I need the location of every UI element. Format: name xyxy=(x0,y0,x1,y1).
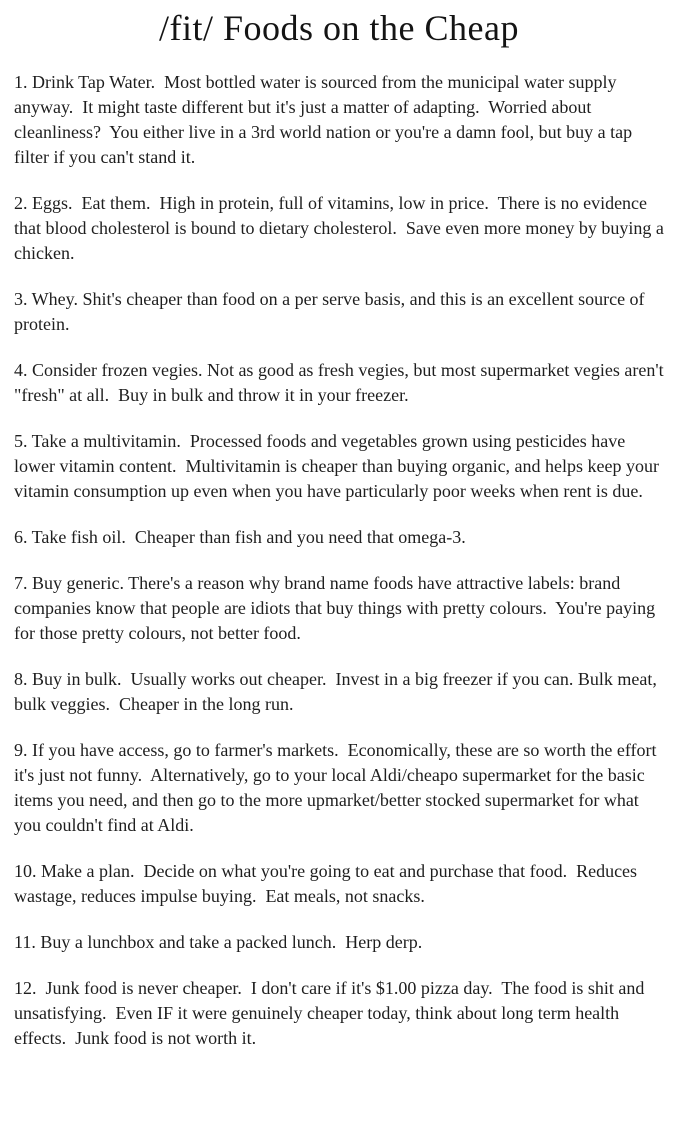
tip-item-2: 2. Eggs. Eat them. High in protein, full of vitamins, low in price. There is no evidence that blood cholesterol is bound to dietary cholesterol. Save even more money by buying a chicken. xyxy=(14,193,669,263)
tip-item-9: 9. If you have access, go to farmer's markets. Economically, these are so worth the effort it's just not funny. Alternatively, go to your local Aldi/cheapo supermarket for the basic items you need, and then go to the more upmarket/better stocked supermarket for what you couldn't find at Aldi. xyxy=(14,740,662,835)
tip-item-7: 7. Buy generic. There's a reason why brand name foods have attractive labels: brand companies know that people are idiots that buy things with pretty colours. You're paying for those pretty colours, not better food. xyxy=(14,573,660,643)
tip-item-4: 4. Consider frozen vegies. Not as good as fresh vegies, but most supermarket vegies aren't "fresh" at all. Buy in bulk and throw it in your freezer. xyxy=(14,360,669,405)
tip-item-3: 3. Whey. Shit's cheaper than food on a per serve basis, and this is an excellent source of protein. xyxy=(14,289,650,334)
tip-item-5: 5. Take a multivitamin. Processed foods and vegetables grown using pesticides have lower vitamin content. Multivitamin is cheaper than buying organic, and helps keep your vitamin consumption up even when you have particularly poor weeks when rent is due. xyxy=(14,431,664,501)
tip-item-10: 10. Make a plan. Decide on what you're going to eat and purchase that food. Reduces wastage, reduces impulse buying. Eat meals, not snacks. xyxy=(14,861,642,906)
page-title: /fit/ Foods on the Cheap xyxy=(159,8,519,48)
tip-item-8: 8. Buy in bulk. Usually works out cheaper. Invest in a big freezer if you can. Bulk meat, bulk veggies. Cheaper in the long run. xyxy=(14,669,662,714)
tip-item-6: 6. Take fish oil. Cheaper than fish and you need that omega-3. xyxy=(14,527,466,547)
tip-item-12: 12. Junk food is never cheaper. I don't care if it's $1.00 pizza day. The food is shit and unsatisfying. Even IF it were genuinely cheaper today, think about long term health effects. Junk food is not worth it. xyxy=(14,978,649,1048)
tip-item-11: 11. Buy a lunchbox and take a packed lunch. Herp derp. xyxy=(14,932,423,952)
tip-item-1: 1. Drink Tap Water. Most bottled water is sourced from the municipal water supply anyway. It might taste different but it's just a matter of adapting. Worried about cleanliness? You either live in a 3rd world nation or you're a damn fool, but buy a tap filter if you can't stand it. xyxy=(14,72,637,167)
